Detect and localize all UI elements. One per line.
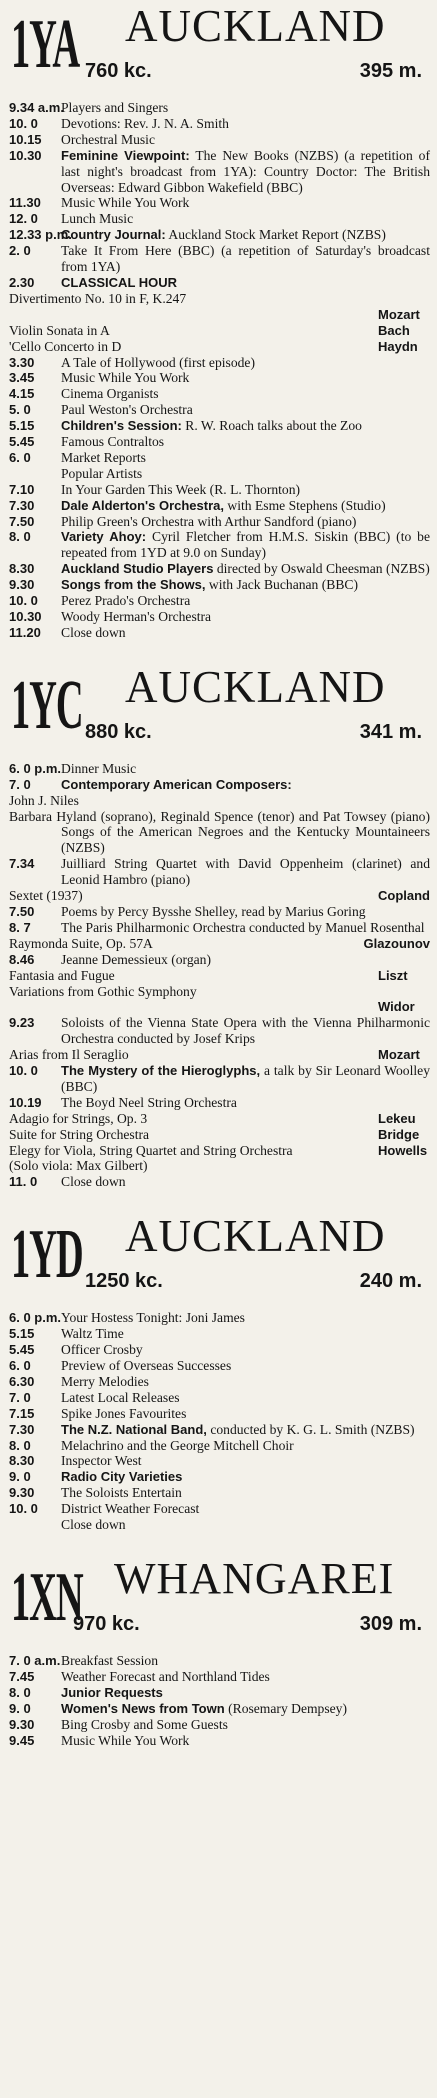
programme-description: a talk by Sir Leonard Woolley (BBC)	[61, 1063, 430, 1094]
programme-time: 2.30	[9, 274, 35, 290]
section-spacer	[9, 1533, 430, 1553]
programme-description: District Weather Forecast	[61, 1501, 200, 1517]
programme-detail-line: Sextet (1937) Copland	[9, 888, 430, 904]
station-block	[9, 0, 430, 641]
programme-time: 7. 0	[9, 776, 31, 792]
composer-name: Glazounov	[363, 935, 430, 951]
programme-entry	[9, 1733, 430, 1749]
programme-entry	[9, 561, 430, 577]
programme-description: Market Reports	[61, 449, 146, 465]
programme-list	[9, 1310, 430, 1533]
programme-detail-line: Mozart	[378, 306, 420, 322]
programme-entry	[9, 1406, 430, 1422]
programme-entry	[9, 761, 430, 777]
programme-entry	[9, 1701, 430, 1717]
programme-description: Cyril Fletcher from H.M.S. Siskin (BBC) (to be repeated from 1YD at 9.0 on Sunday)	[61, 529, 431, 561]
programme-entry	[9, 1517, 430, 1533]
programme-time: 9. 0	[9, 1700, 31, 1716]
programme-time: 7.34	[9, 856, 35, 872]
work-title: Raymonda Suite, Op. 57A	[9, 935, 153, 951]
programme-entry	[9, 1422, 430, 1438]
programme-time: 6. 0 p.m.	[9, 760, 62, 776]
programme-entry	[9, 1063, 430, 1095]
programme-description: Popular Artists	[61, 465, 143, 481]
station-callsign: 1YA	[11, 6, 80, 83]
programme-entry	[9, 1469, 430, 1485]
programme-time: 10.15	[9, 131, 42, 147]
programme-description: Close down	[61, 1517, 126, 1533]
work-title: Arias from Il Seraglio	[9, 1047, 129, 1063]
programme-time: 9.30	[9, 1716, 35, 1732]
programme-time: 11.30	[9, 195, 41, 211]
programme-time: 5. 0	[9, 402, 31, 418]
programme-title: Children's Session:	[61, 418, 182, 434]
programme-title: Dale Alderton's Orchestra,	[61, 497, 224, 513]
programme-description: with Jack Buchanan (BBC)	[208, 577, 359, 593]
programme-entry	[9, 386, 430, 402]
programme-time: 5.15	[9, 418, 35, 434]
programme-entry	[9, 132, 430, 148]
programme-entry	[9, 904, 430, 920]
programme-description: Paul Weston's Orchestra	[61, 402, 193, 418]
programme-entry	[9, 1174, 430, 1190]
programme-entry	[9, 100, 430, 116]
programme-entry	[9, 1453, 430, 1469]
programme-time: 8. 7	[9, 919, 31, 935]
programme-description: Lunch Music	[61, 211, 134, 227]
programme-entry	[9, 227, 430, 243]
programme-time: 7.10	[9, 481, 35, 497]
programme-entry	[9, 418, 430, 434]
programme-time: 10.19	[9, 1094, 42, 1110]
programme-entry	[9, 1390, 430, 1406]
programme-entry	[9, 148, 430, 196]
programme-time: 10. 0	[9, 1063, 38, 1079]
station-header	[9, 1210, 430, 1310]
programme-time: 4.15	[9, 386, 35, 402]
programme-description: R. W. Roach talks about the Zoo	[185, 418, 362, 434]
programme-description: Music While You Work	[61, 195, 190, 211]
programme-detail-line	[9, 792, 430, 809]
programme-time: 8.30	[9, 561, 35, 577]
programme-list	[9, 761, 430, 1190]
programme-time: 9.30	[9, 1485, 35, 1501]
programme-description: Devotions: Rev. J. N. A. Smith	[61, 115, 229, 131]
programme-list	[9, 100, 430, 641]
programme-entry	[9, 514, 430, 530]
programme-entry	[9, 1310, 430, 1326]
programme-time: 5.45	[9, 1342, 35, 1358]
station-callsign: 1YC	[11, 666, 83, 744]
programme-entry	[9, 777, 430, 857]
programme-description: Famous Contraltos	[61, 434, 165, 450]
programme-time: 2. 0	[9, 243, 31, 259]
programme-title: The Mystery of the Hieroglyphs,	[61, 1063, 261, 1079]
programme-entry	[9, 609, 430, 625]
programme-title: Radio City Varieties	[61, 1469, 183, 1485]
programme-detail-line: Violin Sonata in A Bach	[9, 322, 410, 338]
programme-description: (Rosemary Dempsey)	[228, 1700, 348, 1716]
programme-title: Country Journal:	[61, 227, 166, 243]
programme-entry	[9, 355, 430, 371]
programme-time: 9.23	[9, 1015, 35, 1031]
station-frequency: 760 kc.	[85, 60, 152, 82]
station-wavelength: 240 m.	[359, 1270, 422, 1293]
programme-entry	[9, 116, 430, 132]
programme-time: 9.45	[9, 1732, 35, 1748]
programme-entry	[9, 920, 430, 952]
work-title: 'Cello Concerto in D	[9, 338, 122, 354]
programme-time: 11. 0	[9, 1174, 38, 1190]
programme-description: directed by Oswald Cheesman (NZBS)	[216, 561, 430, 577]
programme-entry	[9, 1501, 430, 1517]
programme-entry	[9, 195, 430, 211]
station-city: AUCKLAND	[125, 1211, 386, 1262]
programme-entry	[9, 370, 430, 386]
programme-description: Spike Jones Favourites	[61, 1405, 187, 1421]
programme-description: Weather Forecast and Northland Tides	[61, 1668, 270, 1684]
programme-entry	[9, 1485, 430, 1501]
programme-description: The Paris Philharmonic Orchestra conducted by Manuel Rosenthal	[61, 919, 425, 935]
station-city: WHANGAREI	[114, 1553, 395, 1603]
work-title: (Solo viola: Max Gilbert)	[9, 1158, 148, 1174]
programme-entry	[9, 1015, 430, 1063]
work-title: Variations from Gothic Symphony	[9, 983, 197, 999]
work-title: Sextet (1937)	[9, 888, 83, 904]
station-wavelength: 309 m.	[359, 1612, 422, 1635]
programme-entry	[9, 434, 430, 450]
programme-description: Officer Crosby	[61, 1342, 143, 1358]
programme-entry	[9, 1095, 430, 1175]
programme-time: 7.50	[9, 903, 35, 919]
programme-title: Contemporary American Composers:	[61, 776, 292, 792]
programme-description: Inspector West	[61, 1453, 142, 1469]
station-block	[9, 661, 430, 1190]
programme-entry	[9, 1342, 430, 1358]
programme-description: Auckland Stock Market Report (NZBS)	[168, 227, 386, 243]
programme-time: 9. 0	[9, 1469, 31, 1485]
programme-entry	[9, 1685, 430, 1701]
work-title: John J. Niles	[9, 792, 79, 808]
programme-description: Juilliard String Quartet with David Oppenheim (clarinet) and Leonid Hambro (piano)	[61, 856, 430, 888]
programme-time: 10. 0	[9, 1501, 38, 1517]
programme-time: 3.45	[9, 370, 35, 386]
programme-entry	[9, 466, 430, 482]
programme-entry	[9, 593, 430, 609]
work-title: Suite for String Orchestra	[9, 1126, 150, 1142]
programme-entry	[9, 952, 430, 1016]
programme-time: 12.33 p.m.	[9, 227, 72, 243]
programme-time: 11.20	[9, 624, 41, 640]
programme-detail-line: Arias from Il Seraglio Mozart	[9, 1047, 420, 1063]
programme-entry	[9, 1669, 430, 1685]
station-block	[9, 1553, 430, 1748]
programme-description: Breakfast Session	[61, 1652, 159, 1668]
programme-time: 6. 0 p.m.	[9, 1310, 62, 1326]
programme-time: 7.50	[9, 513, 35, 529]
programme-time: 7.30	[9, 497, 35, 513]
programme-description: Close down	[61, 1174, 126, 1190]
programme-detail-line: Suite for String Orchestra Bridge	[9, 1126, 420, 1142]
station-frequency: 1250 kc.	[85, 1270, 163, 1293]
programme-title: CLASSICAL HOUR	[61, 274, 178, 290]
programme-detail-line	[9, 935, 430, 952]
programme-title: Junior Requests	[61, 1684, 163, 1700]
programme-time: 9.30	[9, 577, 35, 593]
programme-entry	[9, 1438, 430, 1454]
programme-title: Women's News from Town	[61, 1700, 225, 1716]
programme-detail-line: Widor	[378, 999, 415, 1015]
station-header	[9, 661, 430, 761]
programme-description: Soloists of the Vienna State Opera with the Vienna Philharmonic Orchestra conducted by Josef Krips	[61, 1015, 430, 1047]
programme-time: 6. 0	[9, 449, 31, 465]
programme-entry	[9, 402, 430, 418]
section-spacer	[9, 641, 430, 661]
programme-description: Waltz Time	[61, 1326, 124, 1342]
work-title: Barbara Hyland (soprano), Reginald Spence (tenor) and Pat Towsey (piano) Songs of the American Negroes and the Kentucky Mountaineers (NZBS)	[9, 808, 430, 856]
programme-detail-line	[9, 808, 430, 857]
programme-entry	[9, 529, 430, 561]
programme-description: Dinner Music	[61, 760, 137, 776]
station-callsign: 1YD	[11, 1216, 83, 1294]
work-title: Divertimento No. 10 in F, K.247	[9, 290, 187, 306]
programme-detail-line: Elegy for Viola, String Quartet and String Orchestra Howells	[9, 1142, 428, 1158]
programme-title: The N.Z. National Band,	[61, 1421, 207, 1437]
programme-description: Close down	[61, 624, 126, 640]
programme-description: The Soloists Entertain	[61, 1485, 182, 1501]
programme-detail-line: 'Cello Concerto in D Haydn	[9, 338, 418, 354]
programme-time: 6. 0	[9, 1358, 31, 1373]
programme-time: 7.45	[9, 1668, 35, 1684]
programme-time: 8.30	[9, 1453, 35, 1469]
programme-detail-line	[9, 290, 430, 307]
programme-time: 7.30	[9, 1421, 35, 1437]
programme-entry	[9, 625, 430, 641]
work-title: Fantasia and Fugue	[9, 967, 115, 983]
work-title: Violin Sonata in A	[9, 322, 110, 338]
programme-entry	[9, 450, 430, 466]
station-block	[9, 1210, 430, 1533]
programme-description: Merry Melodies	[61, 1373, 149, 1389]
programme-time: 10.30	[9, 147, 42, 163]
station-callsign: 1XN	[11, 1558, 83, 1636]
programme-description: Bing Crosby and Some Guests	[61, 1716, 228, 1732]
programme-entry	[9, 243, 430, 275]
programme-description: Poems by Percy Bysshe Shelley, read by Marius Goring	[61, 903, 366, 919]
programme-detail-line	[9, 983, 430, 1000]
programme-description: Woody Herman's Orchestra	[61, 609, 212, 624]
programme-description: The Boyd Neel String Orchestra	[61, 1094, 237, 1110]
programme-description: Preview of Overseas Successes	[61, 1358, 232, 1373]
programme-title: Variety Ahoy:	[61, 529, 147, 545]
programme-time: 7. 0	[9, 1389, 31, 1405]
station-frequency: 880 kc.	[85, 720, 152, 743]
programme-entry	[9, 1374, 430, 1390]
programme-description: Perez Prado's Orchestra	[61, 593, 191, 609]
programme-entry	[9, 577, 430, 593]
programme-entry	[9, 1717, 430, 1733]
station-city: AUCKLAND	[125, 1, 386, 51]
programme-time: 12. 0	[9, 211, 38, 227]
programme-detail-line: Adagio for Strings, Op. 3 Lekeu	[9, 1110, 416, 1126]
programme-description: Melachrino and the George Mitchell Choir	[61, 1437, 294, 1453]
station-wavelength: 395 m.	[359, 60, 422, 82]
programme-description: with Esme Stephens (Studio)	[227, 497, 386, 513]
programme-description: Jeanne Demessieux (organ)	[61, 951, 211, 967]
programme-time: 10.30	[9, 609, 42, 624]
programme-time: 10. 0	[9, 115, 38, 131]
programme-description: The New Books (NZBS) (a repetition of last night's broadcast from 1YA): Country Doctor: The British Overseas: Edward Gibbon Wakefield (BBC)	[61, 147, 430, 195]
section-spacer	[9, 1190, 430, 1210]
programme-time: 5.15	[9, 1326, 35, 1342]
programme-title: Songs from the Shows,	[61, 577, 206, 593]
station-city: AUCKLAND	[125, 661, 386, 712]
programme-description: conducted by K. G. L. Smith (NZBS)	[210, 1421, 415, 1437]
programme-description: In Your Garden This Week (R. L. Thornton)	[61, 481, 301, 497]
station-wavelength: 341 m.	[359, 720, 422, 743]
programme-time: 7. 0 a.m.	[9, 1652, 61, 1668]
programme-entry	[9, 211, 430, 227]
programme-time: 9.34 a.m.	[9, 100, 64, 115]
programme-description: Philip Green's Orchestra with Arthur Sandford (piano)	[61, 513, 357, 529]
station-frequency: 970 kc.	[73, 1612, 140, 1635]
work-title: Adagio for Strings, Op. 3	[9, 1110, 148, 1126]
programme-description: Players and Singers	[61, 100, 169, 115]
programme-entry	[9, 856, 430, 904]
programme-time: 8. 0	[9, 1437, 31, 1453]
programme-description: A Tale of Hollywood (first episode)	[61, 354, 255, 370]
programme-time: 6.30	[9, 1373, 35, 1389]
programme-entry	[9, 1653, 430, 1669]
programme-entry	[9, 275, 430, 355]
programme-entry	[9, 482, 430, 498]
programme-time: 10. 0	[9, 593, 38, 609]
programme-description: Latest Local Releases	[61, 1389, 180, 1405]
programme-detail-line: Fantasia and Fugue Liszt	[9, 967, 408, 983]
programme-description: Music While You Work	[61, 370, 190, 386]
station-header	[9, 1553, 430, 1653]
programme-description: Cinema Organists	[61, 386, 159, 402]
station-header	[9, 0, 430, 100]
programme-title: Feminine Viewpoint:	[61, 147, 190, 163]
programme-time: 5.45	[9, 434, 35, 450]
programme-time: 7.15	[9, 1405, 35, 1421]
programme-detail-line	[9, 1158, 430, 1174]
work-title: Elegy for Viola, String Quartet and String Orchestra	[9, 1142, 293, 1158]
programme-time: 8. 0	[9, 1684, 31, 1700]
programme-entry	[9, 1358, 430, 1374]
programme-description: Take It From Here (BBC) (a repetition of Saturday's broadcast from 1YA)	[61, 243, 430, 275]
programme-list	[9, 1653, 430, 1748]
programme-description: Music While You Work	[61, 1732, 190, 1748]
programme-entry	[9, 498, 430, 514]
programme-title: Auckland Studio Players	[61, 561, 214, 577]
programme-time: 8. 0	[9, 529, 31, 545]
programme-description: Orchestral Music	[61, 131, 155, 147]
programme-description: Your Hostess Tonight: Joni James	[61, 1310, 245, 1326]
programme-entry	[9, 1326, 430, 1342]
programme-time: 3.30	[9, 354, 35, 370]
programme-time: 8.46	[9, 951, 35, 967]
